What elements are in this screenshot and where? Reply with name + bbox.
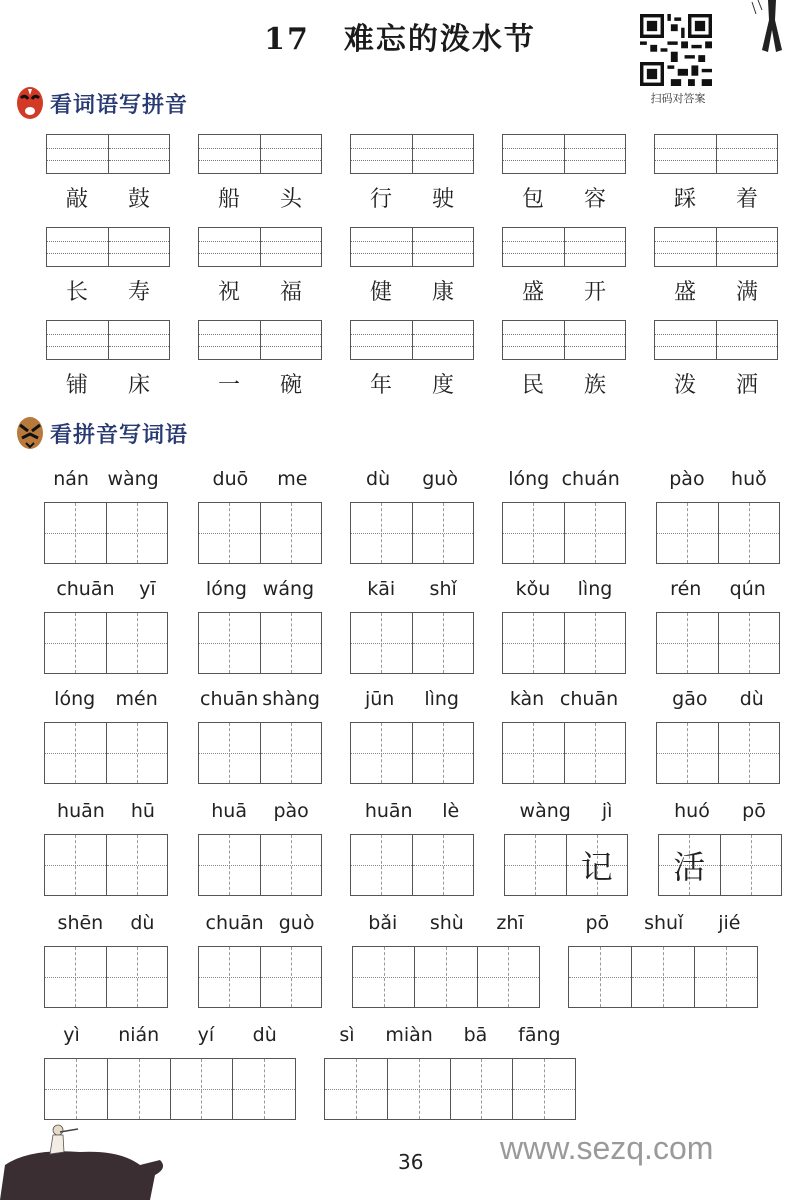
pinyin-syllable: sì	[339, 1024, 355, 1046]
word-characters	[350, 368, 474, 399]
tianzige-cell[interactable]	[412, 835, 474, 895]
tianzige-cell[interactable]	[106, 503, 168, 563]
pinyin-syllable: pō	[742, 800, 766, 822]
tianzige-cell[interactable]	[260, 613, 322, 673]
pinyin-line-cell[interactable]	[564, 228, 626, 266]
boy-on-buffalo-illustration-icon	[0, 1120, 170, 1200]
pinyin-line-cell[interactable]	[503, 135, 564, 173]
pinyin-syllable: lóng	[508, 468, 550, 490]
word-characters	[350, 182, 474, 213]
tianzige-cell[interactable]	[260, 835, 322, 895]
pinyin-prompt	[658, 800, 782, 822]
pinyin-line-cell[interactable]	[716, 321, 778, 359]
pinyin-prompt	[350, 468, 474, 490]
qr-caption: 扫码对答案	[650, 92, 706, 105]
pinyin-syllable: hū	[130, 800, 155, 822]
tianzige-cell[interactable]	[199, 835, 260, 895]
prefilled-hanzi: 记	[580, 848, 613, 886]
word-characters	[654, 368, 778, 399]
pinyin-line-cell[interactable]	[260, 135, 322, 173]
tree-illustration-icon	[748, 0, 794, 58]
pinyin-prompt	[44, 468, 168, 490]
pinyin-line-cell[interactable]	[412, 228, 474, 266]
pinyin-line-cell[interactable]	[655, 228, 716, 266]
pinyin-line-cell[interactable]	[351, 228, 412, 266]
pinyin-syllable: chuān	[56, 578, 115, 600]
pinyin-line-cell[interactable]	[351, 321, 412, 359]
character-writing-grid[interactable]	[44, 1058, 296, 1120]
pinyin-syllable: dù	[130, 912, 155, 934]
pinyin-syllable: rén	[670, 578, 702, 600]
tianzige-cell[interactable]	[351, 835, 412, 895]
pinyin-line-cell[interactable]	[503, 228, 564, 266]
tianzige-cell[interactable]	[351, 503, 412, 563]
pinyin-prompt	[504, 800, 628, 822]
pinyin-syllable: gāo	[672, 688, 708, 710]
pinyin-syllable: jié	[718, 912, 741, 934]
pinyin-syllable: nán	[53, 468, 89, 490]
pinyin-line-cell[interactable]	[412, 321, 474, 359]
tianzige-cell[interactable]	[720, 835, 782, 895]
pinyin-syllable: bǎi	[368, 912, 398, 934]
word-characters	[46, 182, 170, 213]
pinyin-syllable: wáng	[262, 578, 315, 600]
pinyin-prompt	[568, 912, 758, 934]
hanzi-char: 祝	[217, 280, 240, 305]
pinyin-line-cell[interactable]	[503, 321, 564, 359]
page-number: 36	[398, 1150, 424, 1174]
pinyin-syllable: lìng	[424, 688, 459, 710]
character-writing-grid[interactable]	[656, 722, 780, 784]
pinyin-prompt	[44, 800, 168, 822]
pinyin-syllable: pào	[669, 468, 705, 490]
hanzi-char: 行	[369, 187, 392, 212]
pinyin-answer-box[interactable]	[46, 134, 170, 174]
pinyin-syllable: kāi	[367, 578, 396, 600]
word-characters	[46, 368, 170, 399]
pinyin-line-cell[interactable]	[47, 228, 108, 266]
pinyin-prompt	[656, 468, 780, 490]
character-writing-grid[interactable]	[656, 502, 780, 564]
hanzi-char: 船	[217, 187, 240, 212]
pinyin-syllable: dù	[739, 688, 764, 710]
pinyin-prompt	[198, 800, 322, 822]
pinyin-syllable: huǒ	[731, 468, 767, 490]
tianzige-cell[interactable]	[564, 503, 626, 563]
hanzi-char: 着	[735, 187, 758, 212]
tianzige-cell[interactable]	[260, 947, 322, 1007]
tianzige-cell[interactable]	[564, 723, 626, 783]
pinyin-answer-box[interactable]	[46, 320, 170, 360]
pinyin-syllable: shǐ	[429, 578, 457, 600]
pinyin-syllable: lóng	[54, 688, 96, 710]
tianzige-cell[interactable]	[325, 1059, 387, 1119]
character-writing-grid[interactable]	[44, 946, 168, 1008]
pinyin-prompt	[350, 688, 474, 710]
pinyin-prompt	[44, 688, 168, 710]
pinyin-line-cell[interactable]	[47, 135, 108, 173]
character-writing-grid[interactable]	[44, 502, 168, 564]
tianzige-cell[interactable]	[412, 723, 474, 783]
tianzige-cell[interactable]	[412, 503, 474, 563]
pinyin-syllable: kǒu	[515, 578, 551, 600]
tianzige-cell[interactable]	[199, 947, 260, 1007]
tianzige-cell[interactable]	[106, 947, 168, 1007]
pinyin-line-cell[interactable]	[108, 321, 170, 359]
word-characters	[654, 182, 778, 213]
pinyin-line-cell[interactable]	[655, 135, 716, 173]
pinyin-syllable: wàng	[107, 468, 159, 490]
pinyin-syllable: huān	[364, 800, 413, 822]
tianzige-cell[interactable]	[351, 723, 412, 783]
tianzige-cell[interactable]	[450, 1059, 513, 1119]
tianzige-cell[interactable]	[503, 723, 564, 783]
tianzige-cell[interactable]	[505, 835, 566, 895]
pinyin-syllable: chuān	[559, 688, 619, 710]
hanzi-char: 床	[127, 373, 150, 398]
tianzige-cell[interactable]	[412, 613, 474, 673]
character-writing-grid[interactable]	[502, 612, 626, 674]
hanzi-char: 族	[583, 373, 606, 398]
word-characters	[502, 275, 626, 306]
pinyin-syllable: mén	[115, 688, 158, 710]
pinyin-line-cell[interactable]	[199, 228, 260, 266]
tianzige-cell[interactable]	[503, 613, 564, 673]
word-characters	[198, 275, 322, 306]
pinyin-line-cell[interactable]	[716, 135, 778, 173]
hanzi-char: 泼	[673, 373, 696, 398]
hanzi-char: 容	[583, 187, 606, 212]
pinyin-syllable: shēn	[57, 912, 104, 934]
word-characters	[502, 182, 626, 213]
pinyin-prompt	[198, 688, 322, 710]
hanzi-char: 驶	[431, 187, 454, 212]
hanzi-char: 盛	[521, 280, 544, 305]
pinyin-answer-box[interactable]	[502, 134, 626, 174]
pinyin-line-cell[interactable]	[260, 228, 322, 266]
tianzige-cell[interactable]	[718, 723, 780, 783]
tianzige-cell[interactable]	[694, 947, 757, 1007]
pinyin-line-cell[interactable]	[564, 321, 626, 359]
tianzige-cell[interactable]	[477, 947, 539, 1007]
word-characters	[198, 182, 322, 213]
tianzige-cell[interactable]	[659, 835, 720, 895]
watermark: www.sezq.com	[500, 1130, 714, 1166]
pinyin-line-cell[interactable]	[412, 135, 474, 173]
tianzige-cell[interactable]	[718, 503, 780, 563]
character-writing-grid[interactable]	[44, 612, 168, 674]
red-opera-mask-icon	[16, 86, 44, 120]
pinyin-line-cell[interactable]	[108, 228, 170, 266]
pinyin-syllable: shù	[429, 912, 464, 934]
character-writing-grid[interactable]	[198, 946, 322, 1008]
character-writing-grid[interactable]	[324, 1058, 576, 1120]
tianzige-cell[interactable]	[260, 503, 322, 563]
word-characters	[46, 275, 170, 306]
pinyin-syllable: qún	[729, 578, 766, 600]
pinyin-line-cell[interactable]	[199, 135, 260, 173]
tianzige-cell[interactable]	[503, 503, 564, 563]
character-writing-grid[interactable]	[350, 722, 474, 784]
hanzi-char: 寿	[127, 280, 150, 305]
lesson-number: 17	[264, 22, 310, 57]
pinyin-syllable: dù	[252, 1024, 277, 1046]
pinyin-prompt	[656, 578, 780, 600]
pinyin-line-cell[interactable]	[655, 321, 716, 359]
pinyin-answer-box[interactable]	[502, 320, 626, 360]
tianzige-cell[interactable]	[45, 503, 106, 563]
tianzige-cell[interactable]	[199, 613, 260, 673]
character-writing-grid[interactable]	[352, 946, 540, 1008]
hanzi-char: 长	[65, 280, 88, 305]
hanzi-char: 头	[279, 187, 302, 212]
character-writing-grid[interactable]	[44, 834, 168, 896]
pinyin-syllable: lóng	[205, 578, 247, 600]
pinyin-syllable: chuán	[561, 468, 620, 490]
tianzige-cell[interactable]	[170, 1059, 233, 1119]
pinyin-syllable: pào	[273, 800, 309, 822]
word-characters	[198, 368, 322, 399]
word-characters	[350, 275, 474, 306]
pinyin-prompt	[352, 912, 540, 934]
hanzi-char: 康	[431, 280, 454, 305]
character-writing-grid[interactable]	[658, 834, 782, 896]
pinyin-syllable: chuān	[205, 912, 264, 934]
hanzi-char: 敲	[65, 187, 88, 212]
pinyin-syllable: dù	[366, 468, 391, 490]
pinyin-syllable: yì	[63, 1024, 80, 1046]
pinyin-syllable: me	[277, 468, 308, 490]
qr-code-icon[interactable]	[640, 14, 712, 86]
pinyin-prompt	[198, 468, 322, 490]
section-title: 看拼音写词语	[50, 422, 189, 448]
character-writing-grid[interactable]	[502, 722, 626, 784]
character-writing-grid[interactable]	[656, 612, 780, 674]
pinyin-syllable: guò	[278, 912, 315, 934]
character-writing-grid[interactable]	[350, 834, 474, 896]
pinyin-answer-box[interactable]	[654, 320, 778, 360]
pinyin-syllable: miàn	[385, 1024, 433, 1046]
character-writing-grid[interactable]	[44, 722, 168, 784]
pinyin-syllable: shuǐ	[644, 912, 684, 934]
pinyin-prompt	[324, 1024, 576, 1046]
hanzi-char: 健	[369, 280, 392, 305]
pinyin-answer-box[interactable]	[350, 320, 474, 360]
pinyin-line-cell[interactable]	[564, 135, 626, 173]
tianzige-cell[interactable]	[45, 1059, 107, 1119]
pinyin-prompt	[502, 688, 626, 710]
pinyin-syllable: lìng	[577, 578, 613, 600]
hanzi-char: 开	[583, 280, 606, 305]
pinyin-syllable: pō	[585, 912, 610, 934]
word-characters	[502, 368, 626, 399]
lesson-name: 难忘的泼水节	[343, 22, 536, 57]
hanzi-char: 一	[217, 373, 240, 398]
pinyin-line-cell[interactable]	[351, 135, 412, 173]
hanzi-char: 鼓	[127, 187, 150, 212]
pinyin-syllable: jì	[601, 800, 613, 822]
pinyin-prompt	[350, 578, 474, 600]
word-characters	[654, 275, 778, 306]
pinyin-syllable: yí	[197, 1024, 215, 1046]
pinyin-prompt	[502, 468, 626, 490]
prefilled-hanzi: 活	[673, 848, 706, 886]
pinyin-syllable: shàng	[262, 688, 320, 710]
pinyin-syllable: lè	[442, 800, 460, 822]
pinyin-syllable: yī	[139, 578, 156, 600]
hanzi-char: 盛	[673, 280, 696, 305]
pinyin-syllable: guò	[422, 468, 458, 490]
tianzige-cell[interactable]	[353, 947, 414, 1007]
pinyin-line-cell[interactable]	[47, 321, 108, 359]
pinyin-syllable: bā	[463, 1024, 488, 1046]
tianzige-cell[interactable]	[657, 503, 718, 563]
pinyin-prompt	[502, 578, 626, 600]
pinyin-prompt	[44, 912, 168, 934]
hanzi-char: 民	[521, 373, 544, 398]
tianzige-cell[interactable]	[631, 947, 694, 1007]
section-title: 看词语写拼音	[50, 92, 189, 118]
pinyin-prompt	[350, 800, 474, 822]
tianzige-cell[interactable]	[569, 947, 631, 1007]
hanzi-char: 度	[431, 373, 454, 398]
pinyin-answer-box[interactable]	[46, 227, 170, 267]
pinyin-syllable: fāng	[518, 1024, 561, 1046]
character-writing-grid[interactable]	[198, 834, 322, 896]
pinyin-syllable: huān	[57, 800, 105, 822]
pinyin-syllable: zhī	[496, 912, 524, 934]
pinyin-syllable: jūn	[364, 688, 395, 710]
tianzige-cell[interactable]	[566, 835, 628, 895]
pinyin-prompt	[656, 688, 780, 710]
hanzi-char: 铺	[65, 373, 88, 398]
tianzige-cell[interactable]	[106, 723, 168, 783]
tianzige-cell[interactable]	[564, 613, 626, 673]
tianzige-cell[interactable]	[106, 835, 168, 895]
pinyin-answer-box[interactable]	[198, 134, 322, 174]
hanzi-char: 踩	[673, 187, 696, 212]
pinyin-line-cell[interactable]	[716, 228, 778, 266]
tianzige-cell[interactable]	[414, 947, 476, 1007]
tianzige-cell[interactable]	[232, 1059, 295, 1119]
pinyin-answer-box[interactable]	[502, 227, 626, 267]
tianzige-cell[interactable]	[351, 613, 412, 673]
section-header-words-to-pinyin	[16, 86, 188, 120]
hanzi-char: 年	[369, 373, 392, 398]
hanzi-char: 满	[735, 280, 758, 305]
tianzige-cell[interactable]	[657, 613, 718, 673]
pinyin-syllable: wàng	[519, 800, 571, 822]
tianzige-cell[interactable]	[512, 1059, 575, 1119]
character-writing-grid[interactable]	[198, 722, 322, 784]
pinyin-prompt	[198, 912, 322, 934]
pinyin-answer-box[interactable]	[198, 320, 322, 360]
character-writing-grid[interactable]	[198, 612, 322, 674]
tianzige-cell[interactable]	[199, 723, 260, 783]
character-writing-grid[interactable]	[198, 502, 322, 564]
hanzi-char: 碗	[279, 373, 302, 398]
pinyin-syllable: nián	[118, 1024, 160, 1046]
pinyin-answer-box[interactable]	[654, 134, 778, 174]
pinyin-prompt	[44, 1024, 296, 1046]
hanzi-char: 福	[279, 280, 302, 305]
pinyin-syllable: huó	[674, 800, 710, 822]
brown-opera-mask-icon	[16, 416, 44, 450]
hanzi-char: 包	[521, 187, 544, 212]
hanzi-char: 洒	[735, 373, 758, 398]
tianzige-cell[interactable]	[387, 1059, 450, 1119]
tianzige-cell[interactable]	[199, 503, 260, 563]
pinyin-line-cell[interactable]	[199, 321, 260, 359]
pinyin-prompt	[44, 578, 168, 600]
pinyin-answer-box[interactable]	[198, 227, 322, 267]
tianzige-cell[interactable]	[45, 835, 106, 895]
character-writing-grid[interactable]	[350, 502, 474, 564]
pinyin-answer-box[interactable]	[350, 227, 474, 267]
tianzige-cell[interactable]	[45, 947, 106, 1007]
pinyin-syllable: kàn	[509, 688, 545, 710]
tianzige-cell[interactable]	[657, 723, 718, 783]
pinyin-syllable: chuān	[200, 688, 259, 710]
pinyin-answer-box[interactable]	[654, 227, 778, 267]
tianzige-cell[interactable]	[106, 613, 168, 673]
character-writing-grid[interactable]	[502, 502, 626, 564]
character-writing-grid[interactable]	[568, 946, 758, 1008]
pinyin-prompt	[198, 578, 322, 600]
tianzige-cell[interactable]	[718, 613, 780, 673]
tianzige-cell[interactable]	[45, 723, 106, 783]
character-writing-grid[interactable]	[504, 834, 628, 896]
pinyin-answer-box[interactable]	[350, 134, 474, 174]
tianzige-cell[interactable]	[45, 613, 106, 673]
section-header-pinyin-to-words	[16, 416, 188, 450]
tianzige-cell[interactable]	[260, 723, 322, 783]
pinyin-line-cell[interactable]	[108, 135, 170, 173]
pinyin-line-cell[interactable]	[260, 321, 322, 359]
pinyin-syllable: huā	[211, 800, 247, 822]
character-writing-grid[interactable]	[350, 612, 474, 674]
tianzige-cell[interactable]	[107, 1059, 170, 1119]
pinyin-syllable: duō	[212, 468, 249, 490]
